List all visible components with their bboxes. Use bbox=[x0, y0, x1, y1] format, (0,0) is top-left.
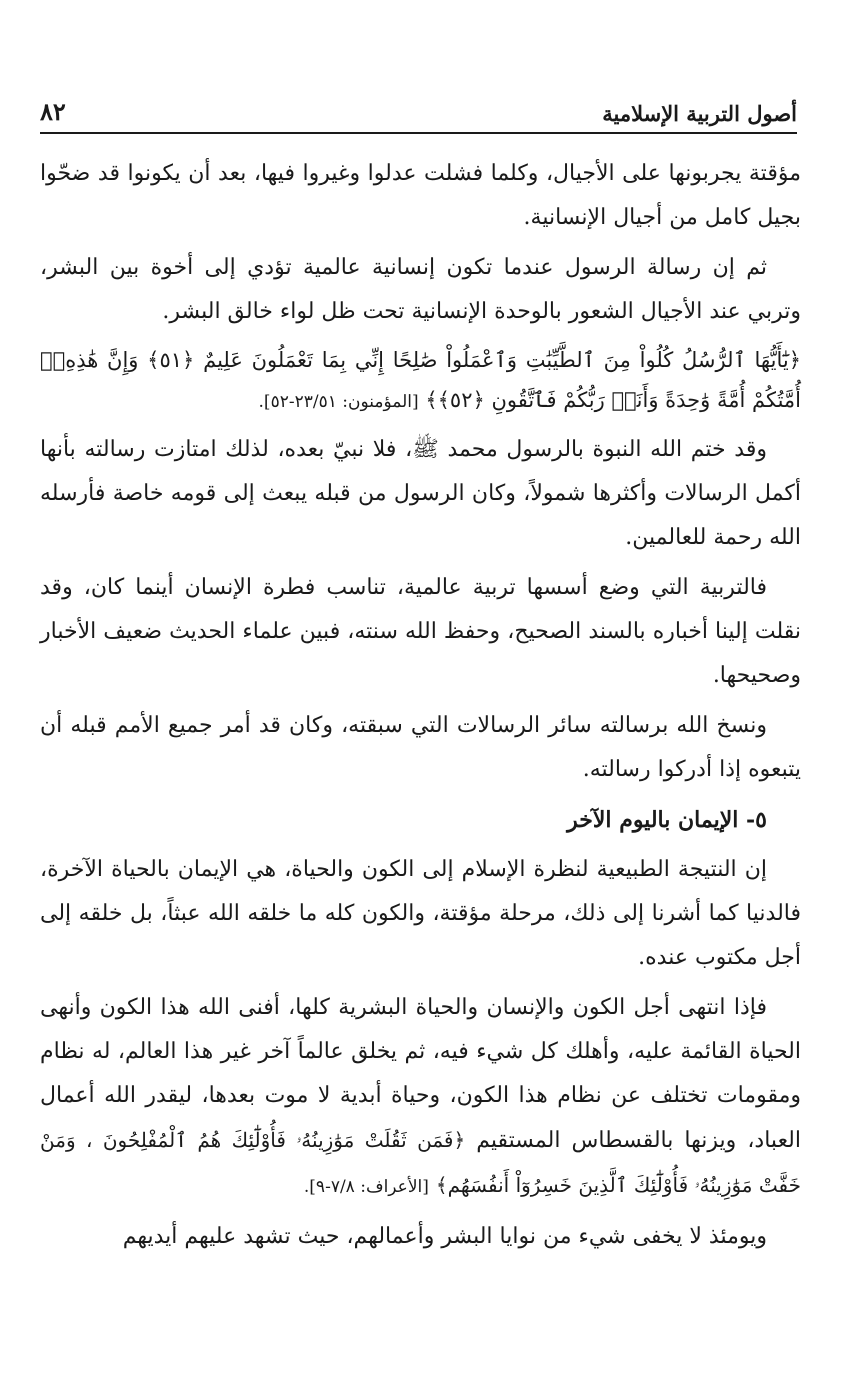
verse-reference: [الأعراف: ٧/٨-٩]. bbox=[303, 1177, 429, 1197]
body-text bbox=[40, 152, 801, 1265]
paragraph: إن النتيجة الطبيعية لنظرة الإسلام إلى الكون والحياة، هي الإيمان بالحياة الآخرة، فالدنيا كما أشرنا إلى ذلك، مرحلة مؤقتة، والكون كله ما خلقه الله عبثاً، بل خلقه إلى أجل مكتوب عنده. bbox=[40, 857, 801, 970]
paragraph bbox=[40, 986, 801, 1209]
paragraph-text: فإذا انتهى أجل الكون والإنسان والحياة البشرية كلها، أفنى الله هذا الكون وأنهى الحياة القائمة عليه، وأهلك كل شيء فيه، ثم يخلق عالماً آخر غير هذا العالم، له نظام ومقومات تختلف عن نظام هذا الكون، وحياة أبدية لا موت بعدها، ليقدر الله أعمال العباد، ويزنها بالقسطاس المستقيم bbox=[40, 995, 801, 1153]
quran-verse: ﴿فَمَن ثَقُلَتْ مَوَٰزِينُهُۥ فَأُوْلَٰٓئِكَ هُمُ ٱلْمُفْلِحُونَ ، وَمَنْ خَفَّتْ مَوَٰزِينُهُۥ فَأُوْلَٰٓئِكَ ٱلَّذِينَ خَسِرُوٓاْ أَنفُسَهُم﴾ bbox=[40, 1128, 801, 1197]
section-heading: ٥- الإيمان باليوم الآخر bbox=[567, 807, 767, 833]
verse-text: ﴿يَٰٓأَيُّهَا ٱلرُّسُلُ كُلُواْ مِنَ ٱلطَّيِّبَٰتِ وَٱعْمَلُواْ صَٰلِحًا إِنِّي بِمَا تَعْمَلُونَ عَلِيمٌ ﴿٥١﴾ وَإِنَّ هَٰذِهِۦٓ أُمَّتُكُمْ أُمَّةً وَٰحِدَةً وَأَنَا۠ رَبُّكُمْ فَٱتَّقُونِ ﴿٥٢﴾﴾ bbox=[40, 348, 801, 412]
quran-verse bbox=[40, 340, 801, 422]
paragraph: وقد ختم الله النبوة بالرسول محمد ﷺ، فلا نبيّ بعده، لذلك امتازت رسالته بأنها أكمل الرسالات وأكثرها شمولاً، وكان الرسول من قبله يبعث إلى قومه خاصة فأرسله الله رحمة للعالمين. bbox=[40, 437, 801, 550]
verse-reference: [المؤمنون: ٢٣/٥١-٥٢]. bbox=[258, 392, 419, 412]
paragraph: فالتربية التي وضع أسسها تربية عالمية، تناسب فطرة الإنسان أينما كان، وقد نقلت إلينا أخباره بالسند الصحيح، وحفظ الله سنته، فبين علماء الحديث ضعيف الأخبار وصحيحها. bbox=[40, 575, 801, 688]
paragraph: ثم إن رسالة الرسول عندما تكون إنسانية عالمية تؤدي إلى أخوة بين البشر، وتربي عند الأجيال الشعور بالوحدة الإنسانية تحت ظل لواء خالق البشر. bbox=[40, 255, 801, 324]
paragraph: ونسخ الله برسالته سائر الرسالات التي سبقته، وكان قد أمر جميع الأمم قبله أن يتبعوه إذا أدركوا رسالته. bbox=[40, 713, 801, 782]
paragraph: ويومئذ لا يخفى شيء من نوايا البشر وأعمالهم، حيث تشهد عليهم أيديهم bbox=[122, 1224, 767, 1249]
page-header bbox=[40, 82, 797, 134]
paragraph: مؤقتة يجربونها على الأجيال، وكلما فشلت عدلوا وغيروا فيها، بعد أن يكونوا قد ضحّوا بجيل كامل من أجيال الإنسانية. bbox=[40, 161, 801, 230]
page-number: ٨٢ bbox=[40, 97, 66, 126]
book-title: أصول التربية الإسلامية bbox=[602, 101, 797, 126]
